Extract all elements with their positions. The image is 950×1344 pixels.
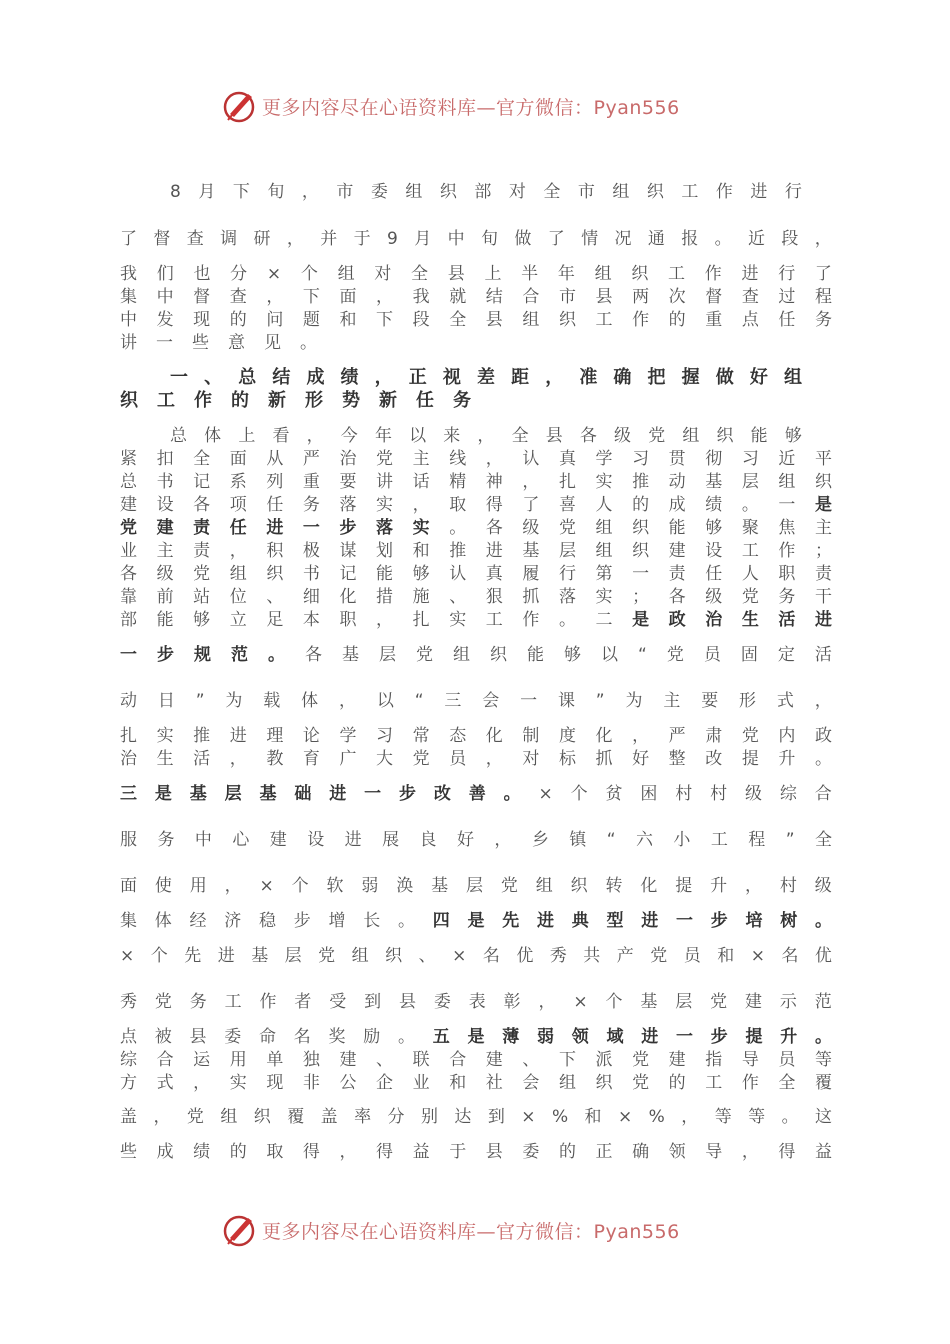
wechat-id: Pyan556 <box>593 1220 680 1243</box>
paragraph-line: 部 能 够 立 足 本 职 ， 扎 实 工 作 。 二 是 政 治 生 活 进 <box>120 610 832 630</box>
paragraph-line: 些 成 绩 的 取 得 ， 得 益 于 县 委 的 正 确 领 导 ， 得 益 <box>120 1142 832 1162</box>
paragraph-line: 讲 一 些 意 见 。 <box>120 333 317 353</box>
wechat-id: Pyan556 <box>593 96 680 119</box>
paragraph-line: 方 式 ， 实 现 非 公 企 业 和 社 会 组 织 党 的 工 作 全 覆 <box>120 1073 832 1093</box>
paragraph-line: 扎 实 推 进 理 论 学 习 常 态 化 制 度 化 ， 严 肃 党 内 政 <box>120 726 832 746</box>
banner-text: 更多内容尽在心语资料库—官方微信：Pyan556 <box>262 96 680 119</box>
section-heading-line: 织 工 作 的 新 形 势 新 任 务 <box>120 390 471 411</box>
paragraph-line: 总 体 上 看 ， 今 年 以 来 ， 全 县 各 级 党 组 织 能 够 <box>170 426 802 446</box>
quill-logo-icon <box>222 1212 258 1248</box>
paragraph-line: 服 务 中 心 建 设 进 展 良 好 ， 乡 镇 “ 六 小 工 程 ” 全 <box>120 830 832 850</box>
paragraph-line: 三 是 基 层 基 础 进 一 步 改 善 。 × 个 贫 困 村 村 级 综 合 <box>120 784 832 804</box>
paragraph-line: 8 月 下 旬 ， 市 委 组 织 部 对 全 市 组 织 工 作 进 行 <box>170 182 802 202</box>
paragraph-line: × 个 先 进 基 层 党 组 织 、 × 名 优 秀 共 产 党 员 和 × 名 优 <box>120 946 832 966</box>
paragraph-line: 建 设 各 项 任 务 落 实 ， 取 得 了 喜 人 的 成 绩 。 一 是 <box>120 495 832 515</box>
paragraph-line: 治 生 活 ， 教 育 广 大 党 员 ， 对 标 抓 好 整 改 提 升 。 <box>120 749 832 769</box>
paragraph-line: 我 们 也 分 × 个 组 对 全 县 上 半 年 组 织 工 作 进 行 了 <box>120 264 832 284</box>
paragraph-line: 集 体 经 济 稳 步 增 长 。 四 是 先 进 典 型 进 一 步 培 树 。 <box>120 911 832 931</box>
paragraph-line: 中 发 现 的 问 题 和 下 段 全 县 组 织 工 作 的 重 点 任 务 <box>120 310 832 330</box>
paragraph-line: 各 级 党 组 织 书 记 能 够 认 真 履 行 第 一 责 任 人 职 责 <box>120 564 832 584</box>
section-heading-line: 一 、 总 结 成 绩 ， 正 视 差 距 ， 准 确 把 握 做 好 组 <box>170 367 802 388</box>
paragraph-line: 紧 扣 全 面 从 严 治 党 主 线 ， 认 真 学 习 贯 彻 习 近 平 <box>120 449 832 469</box>
quill-logo-icon <box>222 88 258 124</box>
paragraph-line: 秀 党 务 工 作 者 受 到 县 委 表 彰 ， × 个 基 层 党 建 示 范 <box>120 992 832 1012</box>
paragraph-line: 一 步 规 范 。 各 基 层 党 组 织 能 够 以 “ 党 员 固 定 活 <box>120 645 832 665</box>
footer-banner <box>222 1210 680 1250</box>
paragraph-line: 面 使 用 ， × 个 软 弱 涣 基 层 党 组 织 转 化 提 升 ， 村 级 <box>120 876 832 896</box>
paragraph-line: 了 督 查 调 研 ， 并 于 9 月 中 旬 做 了 情 况 通 报 。 近 段 ， <box>120 229 832 249</box>
paragraph-line: 盖 ， 党 组 织 覆 盖 率 分 别 达 到 × % 和 × % ， 等 等 。 这 <box>120 1107 832 1127</box>
paragraph-line: 点 被 县 委 命 名 奖 励 。 五 是 薄 弱 领 域 进 一 步 提 升 。 <box>120 1027 832 1047</box>
paragraph-line: 业 主 责 ， 积 极 谋 划 和 推 进 基 层 组 织 建 设 工 作 ； <box>120 541 832 561</box>
paragraph-line: 靠 前 站 位 、 细 化 措 施 、 狠 抓 落 实 ； 各 级 党 务 干 <box>120 587 832 607</box>
paragraph-line: 动 日 ” 为 载 体 ， 以 “ 三 会 一 课 ” 为 主 要 形 式 ， <box>120 691 832 711</box>
banner-text: 更多内容尽在心语资料库—官方微信：Pyan556 <box>262 1220 680 1243</box>
paragraph-line: 总 书 记 系 列 重 要 讲 话 精 神 ， 扎 实 推 动 基 层 组 织 <box>120 472 832 492</box>
header-banner <box>222 86 680 126</box>
paragraph-line: 集 中 督 查 ， 下 面 ， 我 就 结 合 市 县 两 次 督 查 过 程 <box>120 287 832 307</box>
paragraph-line: 综 合 运 用 单 独 建 、 联 合 建 、 下 派 党 建 指 导 员 等 <box>120 1050 832 1070</box>
paragraph-line: 党 建 责 任 进 一 步 落 实 。 各 级 党 组 织 能 够 聚 焦 主 <box>120 518 832 538</box>
